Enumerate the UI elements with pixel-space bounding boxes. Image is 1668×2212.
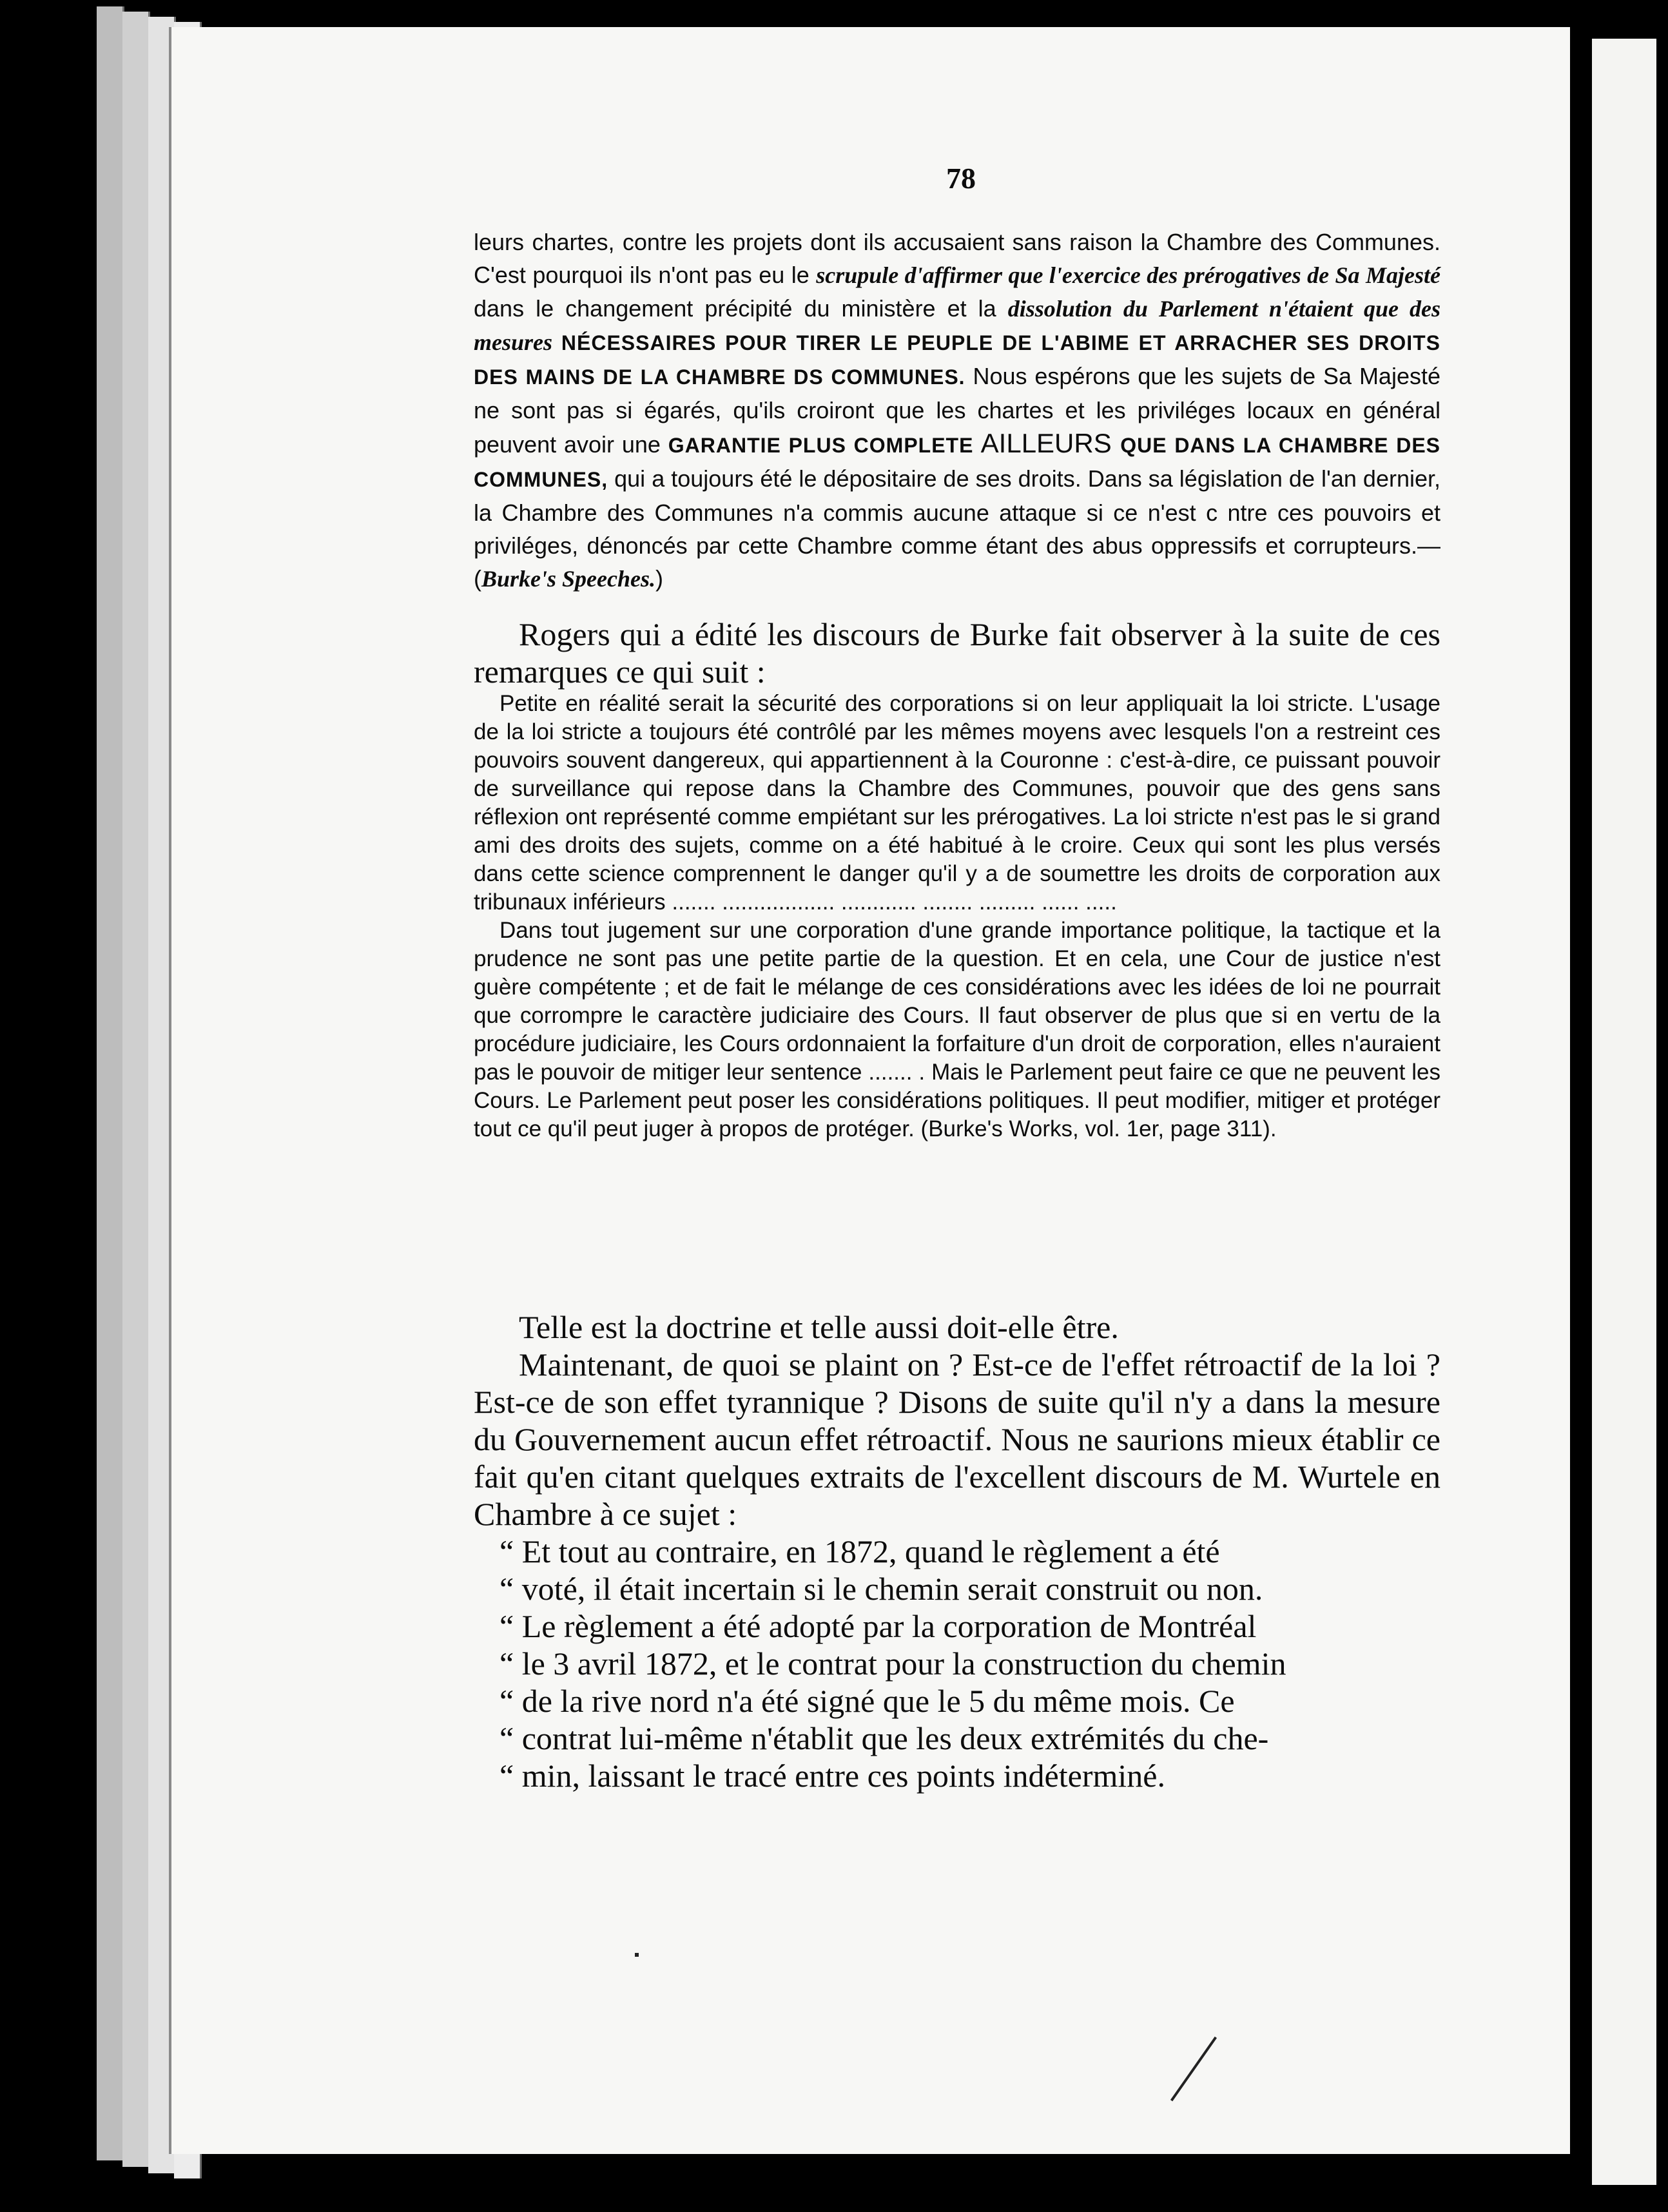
quote-line: “ le 3 avril 1872, et le contrat pour la construction du chemin [499,1645,1286,1682]
quote-line: “ contrat lui-même n'établit que les deux extrémités du che- [499,1720,1269,1756]
quote-line: “ min, laissant le tracé entre ces points indéterminé. [499,1758,1165,1794]
quote-line: “ Le règlement a été adopté par la corporation de Montréal [499,1608,1257,1644]
quote-line: “ de la rive nord n'a été signé que le 5 du même mois. Ce [499,1683,1235,1719]
paragraph-maintenant: Maintenant, de quoi se plaint on ? Est-ce de l'effet rétroactif de la loi ? Est-ce de son effet tyrannique ? Disons de suite qu'il n'y a dans la mesure du Gouvernement aucun effet rétroactif. Nous ne saurions mieux établir ce fait qu'en citant quelques extraits de l'excellent discours de M. Wurtele en Chambre à ce sujet : [474,1346,1440,1532]
quote-rogers-p2: Dans tout jugement sur une corporation d'une grande importance politique, la tactique et la prudence ne sont pas une petite partie de la question. Et en cela, une Cour de justice n'est guère compétente ; et de fait le mélange de ces considérations avec les idées de loi ne pourrait que corrompre le caractère judiciaire des Cours. Il faut observer de plus que si en vertu de la procédure judiciaire, les Cours ordonnaient la forfaiture d'un droit de corporation, elles n'auraient pas le pouvoir de mitiger leur sentence ....... . Mais le Parlement peut faire ce que ne peuvent les Cours. Le Parlement peut poser les considérations politiques. Il peut modifier, mitiger et protéger tout ce qu'il peut juger à propos de protéger. (Burke's Works, vol. 1er, page 311). [474,918,1440,1141]
quote-wurtele [499,1533,1440,1794]
page-number: 78 [946,162,976,195]
quote-rogers-p1: Petite en réalité serait la sécurité des corporations si on leur appliquait la loi stricte. L'usage de la loi stricte a toujours été contrôlé par les mêmes moyens avec lesquels l'on a restreint ces pouvoirs souvent dangereux, qui appartiennent à la Couronne : c'est-à-dire, ce puissant pouvoir de surveillance qui repose dans la Chambre des Communes, pouvoir que des gens sans réflexion ont représenté comme empiétant sur les prérogatives. La loi stricte n'est pas le si grand ami des droits des sujets, comme on a été habitué à le croire. Ceux qui sont les plus versés dans cette science comprennent le danger qu'il y a de soumettre les droits de corporation aux tribunaux inférieurs ....... .................. ............ ........ ......... ...... ..... [474,691,1440,915]
scan-speck [635,1953,639,1957]
quote-burke-speeches: leurs chartes, contre les projets dont ils accusaient sans raison la Chambre des Communes. C'est pourquoi ils n'ont pas eu le scrupule d'affirmer que l'exercice des prérogatives de Sa Majesté dans le changement précipité du ministère et la dissolution du Parlement n'étaient que des mesures NÉCESSAIRES POUR TIRER LE PEUPLE DE L'ABIME ET ARRACHER SES DROITS DES MAINS DE LA CHAMBRE DS COMMUNES. Nous espérons que les sujets de Sa Majesté ne sont pas si égarés, qu'ils croiront que les chartes et les priviléges locaux en général peuvent avoir une GARANTIE PLUS COMPLETE AILLEURS QUE DANS LA CHAMBRE DES COMMUNES, qui a toujours été le dépositaire de ses droits. Dans sa législation de l'an dernier, la Chambre des Communes n'a commis aucune attaque si ce n'est c ntre ces pouvoirs et priviléges, dénoncés par cette Chambre comme étant des abus oppressifs et corrupteurs.—(Burke's Speeches.) [474,229,1441,592]
quote-line: “ voté, il était incertain si le chemin serait construit ou non. [499,1571,1263,1607]
page-edge [122,12,150,2167]
quote-line: “ Et tout au contraire, en 1872, quand le règlement a été [499,1533,1220,1569]
page-edge [97,6,124,2160]
body-text [474,1308,1440,1794]
facing-page-edge [1592,39,1656,2185]
paragraph-doctrine: Telle est la doctrine et telle aussi doit-elle être. [519,1309,1119,1345]
paragraph-rogers: Rogers qui a édité les discours de Burke fait observer à la suite de ces remarques ce qui suit : [474,616,1440,690]
quote-rogers [474,690,1440,1143]
